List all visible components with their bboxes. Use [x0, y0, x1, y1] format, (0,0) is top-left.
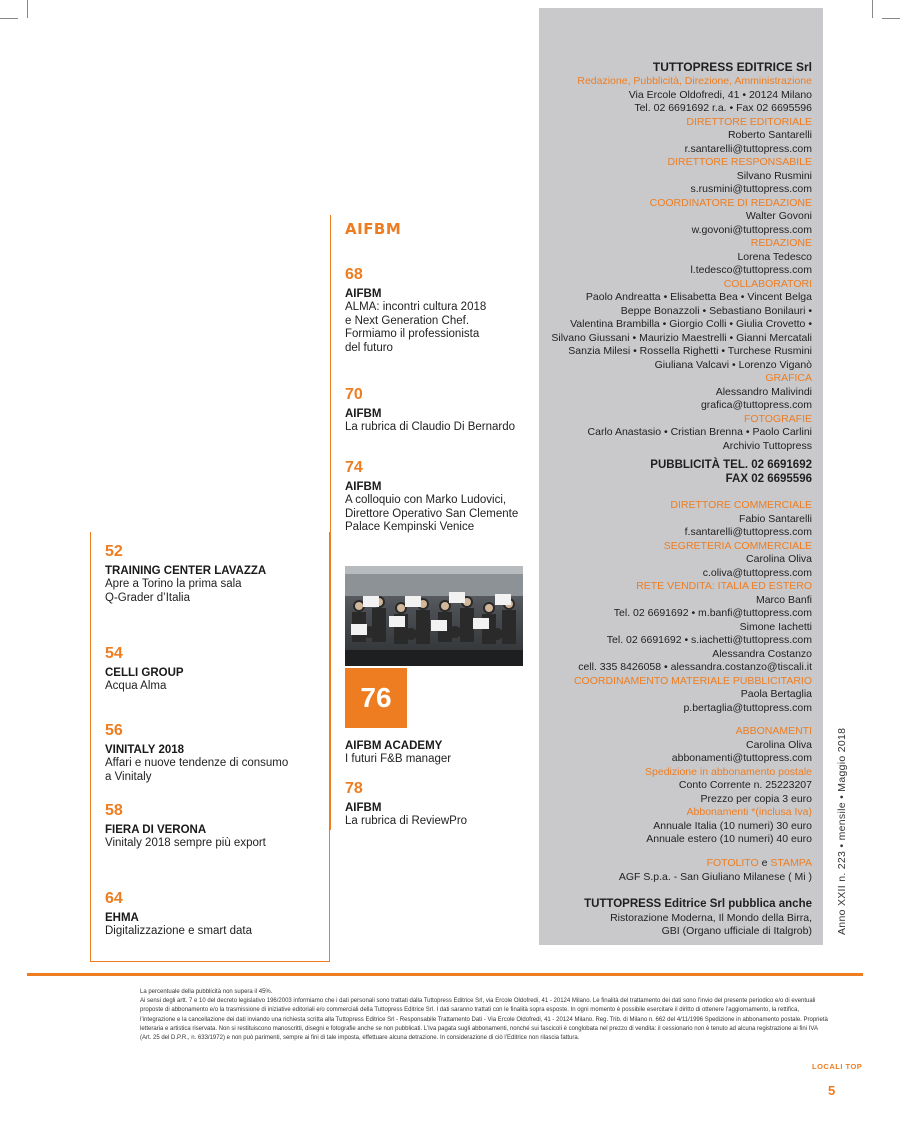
toc-entry[interactable] — [345, 780, 467, 829]
person-name: Carolina Oliva — [746, 738, 812, 751]
page-number-label: 78 — [345, 780, 363, 797]
page-number-label: 70 — [345, 386, 363, 403]
person-name: Carlo Anastasio • Cristian Brenna • Paolo Carlini — [587, 426, 812, 438]
print-labels — [522, 857, 812, 871]
copy-price: Prezzo per copia 3 euro — [700, 792, 812, 805]
section-title: AIFBM — [345, 220, 402, 238]
entry-title: EHMA — [105, 912, 139, 924]
entry-description: ALMA: incontri cultura 2018 e Next Generation Chef. Formiamo il professionista del futuro — [345, 301, 487, 354]
email-link[interactable]: f.santarelli@tuttopress.com — [684, 526, 812, 538]
role-label: DIRETTORE EDITORIALE — [686, 115, 812, 128]
crop-mark — [872, 0, 873, 18]
group-photo-illustration — [345, 566, 523, 666]
crop-mark — [0, 18, 18, 19]
entry-description: Affari e nuove tendenze di consumo a Vinitaly — [105, 757, 289, 783]
role-label: REDAZIONE — [750, 237, 812, 249]
entry-title: AIFBM — [345, 802, 382, 814]
role-label: COORDINATORE DI REDAZIONE — [649, 196, 812, 209]
email-link[interactable]: r.santarelli@tuttopress.com — [684, 142, 812, 155]
role-label: RETE VENDITA: ITALIA ED ESTERO — [636, 580, 812, 592]
featured-page-number: 76 — [345, 668, 407, 728]
role-label: COLLABORATORI — [723, 277, 812, 290]
entry-title: AIFBM — [345, 408, 382, 420]
role-label: FOTOLITO — [706, 857, 759, 869]
ad-percentage-note: La percentuale della pubblicità non supera il 45%. — [140, 989, 273, 995]
role-label: STAMPA — [770, 857, 812, 869]
page-number-label: 52 — [105, 543, 123, 560]
address: Via Ercole Oldofredi, 41 • 20124 Milano — [628, 88, 812, 101]
phones: Tel. 02 6691692 r.a. • Fax 02 6695596 — [634, 102, 812, 114]
page-number-label: 64 — [105, 890, 123, 907]
page-number-label: 74 — [345, 459, 363, 476]
shipping-label: Spedizione in abbonamento postale — [645, 765, 812, 778]
magazine-brand: LOCALI TOP — [812, 1062, 863, 1071]
toc-entry[interactable] — [345, 386, 515, 435]
email-link[interactable]: s.rusmini@tuttopress.com — [690, 183, 812, 195]
column-divider — [330, 215, 331, 830]
print-credits — [522, 857, 812, 884]
printer-name: AGF S.p.a. - San Giuliano Milanese ( Mi ) — [618, 870, 812, 883]
toc-entry[interactable] — [345, 459, 518, 535]
collaborator-line: Sanzia Milesi • Rossella Righetti • Turchese Rusmini — [568, 345, 812, 357]
entry-title: AIFBM — [345, 288, 382, 300]
person-name: Paola Bertaglia — [740, 688, 812, 700]
toc-entry[interactable] — [105, 802, 266, 851]
sales-line: Simone Iachetti — [739, 620, 812, 633]
other-publications — [522, 898, 812, 939]
person-name: Carolina Oliva — [746, 553, 812, 565]
entry-description: Vinitaly 2018 sempre più export — [105, 837, 266, 849]
sales-line: Tel. 02 6691692 • s.iachetti@tuttopress.com — [606, 634, 812, 646]
page-number-label: 58 — [105, 802, 123, 819]
page-number-label: 56 — [105, 722, 123, 739]
publisher-name: TUTTOPRESS EDITRICE Srl — [652, 60, 812, 74]
entry-title: AIFBM — [345, 481, 382, 493]
entry-description: Digitalizzazione e smart data — [105, 925, 253, 937]
role-label: FOTOGRAFIE — [743, 412, 812, 425]
sales-line: cell. 335 8426058 • alessandra.costanzo@tiscali.it — [578, 661, 812, 673]
group-photo — [345, 566, 523, 666]
subscription-italy: Annuale Italia (10 numeri) 30 euro — [653, 819, 812, 832]
page-number-label: 68 — [345, 266, 363, 283]
role-label: ABBONAMENTI — [735, 725, 812, 737]
sales-line: Marco Banfi — [755, 593, 812, 606]
publication-list: GBI (Organo ufficiale di Italgrob) — [661, 925, 812, 937]
archive-credit: Archivio Tuttopress — [722, 439, 812, 452]
crop-mark — [882, 18, 900, 19]
email-link[interactable]: w.govoni@tuttopress.com — [691, 223, 812, 236]
other-publications-heading: TUTTOPRESS Editrice Srl pubblica anche — [584, 898, 812, 910]
role-label: SEGRETERIA COMMERCIALE — [663, 539, 812, 552]
role-label: DIRETTORE RESPONSABILE — [667, 156, 812, 168]
person-name: Walter Govoni — [745, 210, 812, 222]
legal-notice — [140, 988, 830, 1043]
toc-entry[interactable] — [105, 890, 252, 939]
page-number: 5 — [828, 1083, 836, 1098]
page-number-label: 54 — [105, 645, 123, 662]
advertising-phone: PUBBLICITÀ TEL. 02 6691692 — [650, 459, 812, 471]
publication-list: Ristorazione Moderna, Il Mondo della Birra, — [610, 911, 812, 924]
entry-description: A colloquio con Marko Ludovici, Direttore Operativo San Clemente Palace Kempinski Venice — [345, 494, 519, 533]
entry-title: FIERA DI VERONA — [105, 824, 207, 836]
entry-title: AIFBM ACADEMY — [345, 740, 443, 752]
entry-description: I futuri F&B manager — [345, 753, 452, 765]
entry-description: La rubrica di ReviewPro — [345, 815, 468, 827]
entry-description: Acqua Alma — [105, 680, 167, 692]
privacy-notice: Ai sensi degli artt. 7 e 10 del decreto legislativo 196/2003 informiamo che i dati personali sono trattati dalla Tuttopress Editrice Srl, via Ercole Oldofredi, 41 - 20124 Milano. Le finalità del trattamento dei dati sono l’invio del presente periodico e/o di eventuali proposte di abbonamento e/o la trasmissione di iniziative editoriali e/o commerciali della Tuttopress Editrice Srl. I dati saranno trattati con le finalità sopra esposte. In ogni momento è possibile esercitare il diritto di ottenere l’aggiornamento, la rettifica, l’integrazione e la cancellazione dei dati inviando una richiesta scritta alla Tuttopress Editrice Srl - Responsabile Trattamento Dati - Via Ercole Oldofredi, 41 - 20124 Milano. Reg. Trib. di Milano n. 662 del 4/11/1996 Spedizione in abbonamento postale. Proprietà letteraria e artistica riservata. Non si restituiscono manoscritti, disegni e fotografie anche se non pubblicati. L’Iva pagata sugli abbonamenti, nonché sui fascicoli è conglobata nel prezzo di vendita: il cessionario non è tenuto ad alcuna registrazione ai fini IVA (Art. 25 del D.P.R., n. 633/1972) e non può parimenti, sempre ai fini di tale imposta, effettuare alcuna detrazione. In considerazione di ciò l’Editrice non rilascia fattura. — [140, 998, 828, 1042]
conjunction: e — [758, 857, 771, 869]
entry-description: Apre a Torino la prima sala Q-Grader d’Italia — [105, 578, 242, 604]
person-name: Silvano Rusmini — [736, 169, 812, 182]
toc-entry[interactable] — [105, 722, 288, 784]
email-link[interactable]: abbonamenti@tuttopress.com — [671, 752, 812, 764]
subscription-credits — [522, 725, 812, 847]
person-name: Fabio Santarelli — [739, 512, 812, 525]
collaborator-line: Giuliana Valcavi • Lorenzo Viganò — [654, 358, 812, 371]
advertising-fax: FAX 02 6695596 — [725, 472, 812, 485]
crop-mark — [27, 0, 28, 18]
office-label: Redazione, Pubblicità, Direzione, Amministrazione — [577, 75, 812, 87]
email-link[interactable]: c.oliva@tuttopress.com — [702, 566, 812, 579]
bank-account: Conto Corrente n. 25223207 — [678, 779, 812, 791]
email-link[interactable]: l.tedesco@tuttopress.com — [690, 264, 812, 276]
collaborator-line: Valentina Brambilla • Giorgio Colli • Giulia Crovetto • — [570, 318, 812, 330]
subscription-abroad: Annuale estero (10 numeri) 40 euro — [646, 833, 812, 845]
entry-description: La rubrica di Claudio Di Bernardo — [345, 421, 516, 433]
entry-title: VINITALY 2018 — [105, 744, 185, 756]
role-label: DIRETTORE COMMERCIALE — [670, 499, 812, 511]
subscription-label: Abbonamenti *(inclusa Iva) — [686, 806, 812, 818]
person-name: Alessandro Malivindi — [715, 385, 812, 398]
entry-title: CELLI GROUP — [105, 667, 184, 679]
toc-entry[interactable] — [105, 543, 266, 605]
masthead-credits — [522, 60, 812, 453]
advertising-contacts — [522, 459, 812, 486]
email-link[interactable]: p.bertaglia@tuttopress.com — [683, 701, 812, 714]
email-link[interactable]: grafica@tuttopress.com — [700, 399, 812, 411]
toc-entry[interactable] — [105, 645, 184, 694]
collaborator-line: Silvano Giussani • Maurizio Maestrelli • Gianni Mercatali — [551, 331, 812, 344]
sales-line: Tel. 02 6691692 • m.banfi@tuttopress.com — [613, 607, 812, 619]
collaborator-line: Beppe Bonazzoli • Sebastiano Bonilauri • — [620, 304, 812, 317]
toc-entry[interactable] — [345, 266, 486, 355]
role-label: GRAFICA — [765, 372, 812, 384]
footer-rule — [27, 973, 863, 976]
entry-title: TRAINING CENTER LAVAZZA — [105, 565, 267, 577]
collaborator-line: Paolo Andreatta • Elisabetta Bea • Vincent Belga — [585, 291, 812, 303]
commercial-credits — [522, 499, 812, 715]
person-name: Roberto Santarelli — [727, 129, 812, 141]
sales-line: Alessandra Costanzo — [712, 647, 812, 660]
role-label: COORDINAMENTO MATERIALE PUBBLICITARIO — [573, 674, 812, 687]
person-name: Lorena Tedesco — [737, 250, 812, 263]
toc-entry[interactable] — [345, 736, 451, 767]
issue-info: Anno XXII n. 223 • mensile • Maggio 2018 — [836, 727, 848, 935]
